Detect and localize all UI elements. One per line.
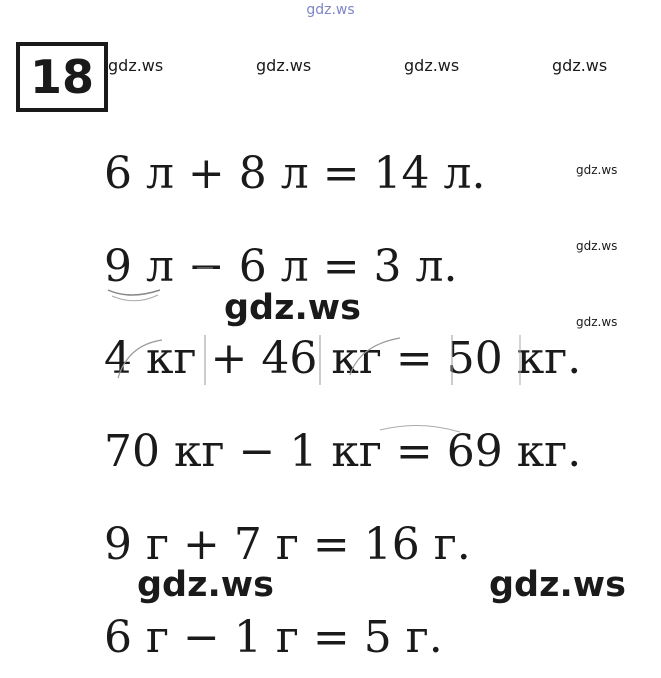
watermark-top[interactable]: gdz.ws — [306, 2, 355, 18]
watermark-big-1: gdz.ws — [224, 288, 361, 328]
pencil-arc-2 — [112, 295, 158, 301]
equation-2: 9 л − 6 л = 3 л. — [104, 241, 458, 292]
equation-4: 70 кг − 1 кг = 69 кг. — [104, 426, 582, 477]
watermark-row-1: gdz.ws — [108, 56, 164, 75]
watermark-big-3: gdz.ws — [489, 565, 626, 605]
equation-6: 6 г − 1 г = 5 г. — [104, 612, 443, 663]
equation-3: 4 кг + 46 кг = 50 кг. — [104, 333, 582, 384]
watermark-small-2: gdz.ws — [576, 239, 618, 253]
watermark-small-1: gdz.ws — [576, 163, 618, 177]
task-number: 18 — [29, 50, 94, 104]
watermark-small-3: gdz.ws — [576, 315, 618, 329]
watermark-row-2: gdz.ws — [256, 56, 312, 75]
watermark-row-3: gdz.ws — [404, 56, 460, 75]
watermark-row-4: gdz.ws — [552, 56, 608, 75]
equation-5: 9 г + 7 г = 16 г. — [104, 519, 471, 570]
task-number-box — [16, 42, 108, 112]
watermark-big-2: gdz.ws — [137, 565, 274, 605]
equation-1: 6 л + 8 л = 14 л. — [104, 148, 486, 199]
